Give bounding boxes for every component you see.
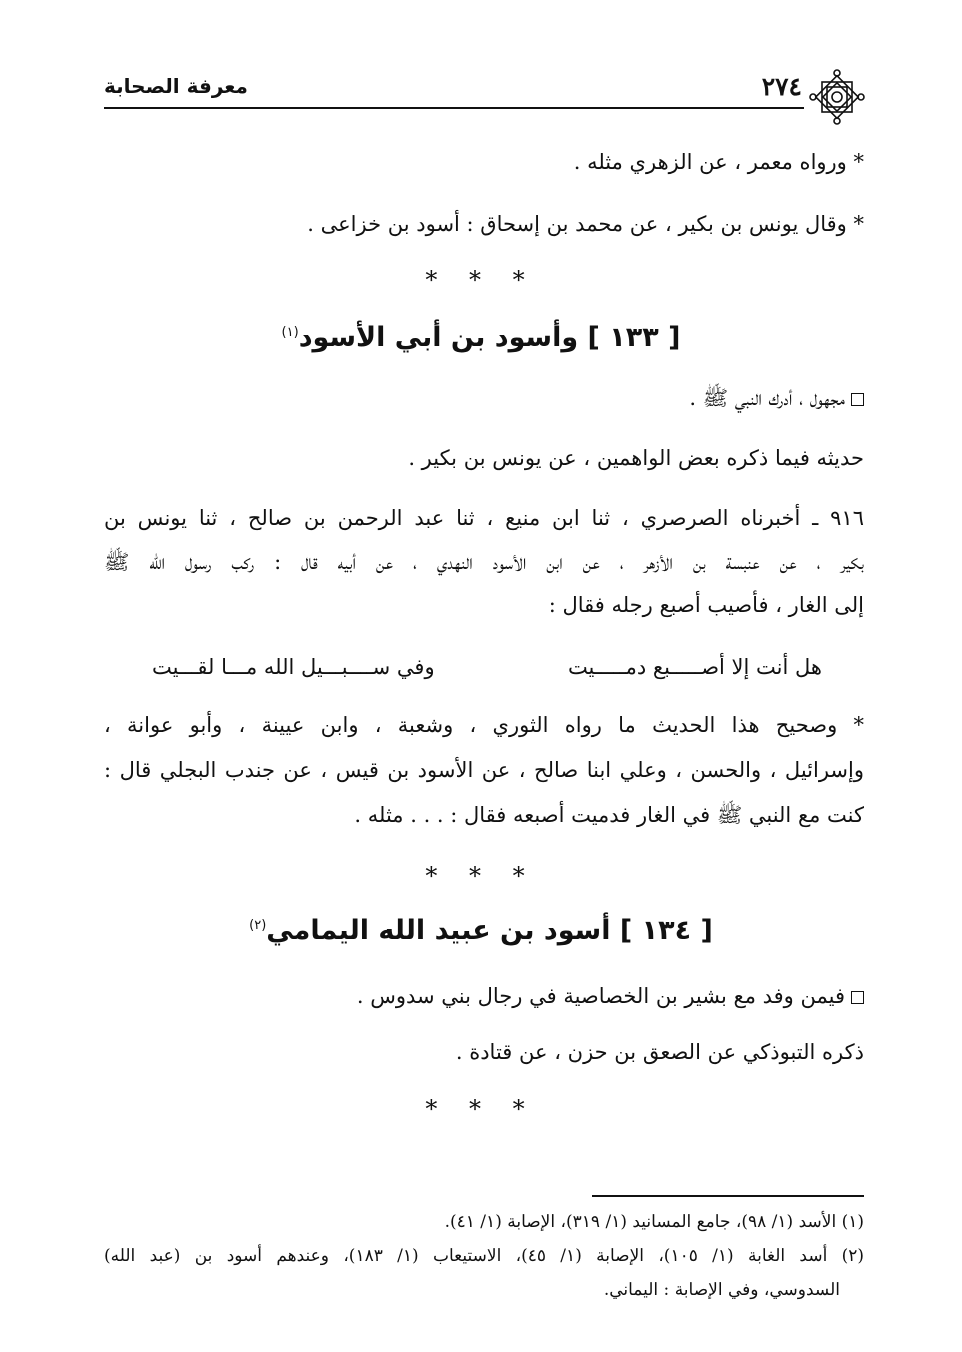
footnote-marker: (٢) — [249, 918, 267, 933]
entry-heading — [0, 915, 962, 946]
section-separator: * * * — [425, 1095, 537, 1123]
square-bullet-icon — [851, 393, 864, 406]
text-line: ذكره التبوذكي عن الصعق بن حزن ، عن قتادة . — [455, 1040, 864, 1064]
text-line: وإسرائيل ، والحسن ، وعلي ابنا صالح ، عن الأسود بن قيس ، عن جندب البجلي قال : — [104, 758, 864, 782]
section-separator: * * * — [425, 862, 537, 890]
footnote-continuation: السدوسي، وفي الإصابة : اليماني. — [603, 1280, 840, 1300]
square-bullet-icon — [851, 991, 864, 1004]
text-line: إلى الغار ، فأصيب أصبع رجله فقال : — [548, 593, 864, 617]
page-number: ٢٧٤ — [761, 72, 802, 101]
text-line: كنت مع النبي ﷺ في الغار فدميت أصبعه فقال : . . . مثله . — [354, 803, 864, 827]
entry-heading-text: [ ١٣٣ ] وأسود بن أبي الأسود — [298, 322, 681, 353]
verse-first-hemistich: هل أنت إلا أصـــــبع دمـــــيت — [567, 655, 822, 679]
text-line-content: فيمن وفد مع بشير بن الخصاصية في رجال بني سدوس . — [356, 984, 845, 1008]
footnote-rule — [592, 1195, 864, 1197]
footnote: (١) الأسد (١/ ٩٨)، جامع المسانيد (١/ ٣١٩)، الإصابة (١/ ٤١). — [444, 1212, 864, 1232]
text-line: حديثه فيما ذكره بعض الواهمين ، عن يونس بن بكير . — [408, 446, 864, 470]
running-title: معرفة الصحابة — [104, 74, 248, 98]
footnote-marker: (١) — [281, 325, 299, 340]
text-line: * ورواه معمر ، عن الزهري مثله . — [573, 150, 864, 174]
text-line: * وقال يونس بن بكير ، عن محمد بن إسحاق : أسود بن خزاعى . — [307, 212, 864, 236]
star-ornament-icon — [808, 68, 866, 126]
section-separator: * * * — [425, 266, 537, 294]
text-line — [689, 385, 864, 416]
footnote: (٢) أسد الغابة (١/ ١٠٥)، الإصابة (١/ ٤٥)، الاستيعاب (١/ ١٨٣)، وعندهم أسود بن (عبد الله) — [104, 1246, 865, 1266]
header-rule — [104, 107, 804, 109]
text-line: ٩١٦ ـ أخبرناه الصرصري ، ثنا ابن منيع ، ثنا عبد الرحمن بن صالح ، ثنا يونس بن — [104, 506, 864, 530]
verse-second-hemistich: وفي ســــبـــيل الله مـــا لقـــيت — [152, 655, 435, 679]
text-line — [357, 984, 864, 1008]
text-line: بكير ، عن عنبسة بن الأزهر ، عن ابن الأسود النهدي ، عن أبيه قال : ركب رسول الله ﷺ — [104, 550, 864, 574]
text-line: * وصحيح هذا الحديث ما رواه الثوري ، وشعبة ، وابن عيينة ، وأبو عوانة ، — [104, 713, 864, 737]
text-line-content: مجهول ، أدرك النبي ﷺ . — [689, 386, 845, 410]
entry-heading-text: [ ١٣٤ ] أسود بن عبيد الله اليمامي — [266, 915, 713, 946]
entry-heading — [0, 322, 962, 353]
